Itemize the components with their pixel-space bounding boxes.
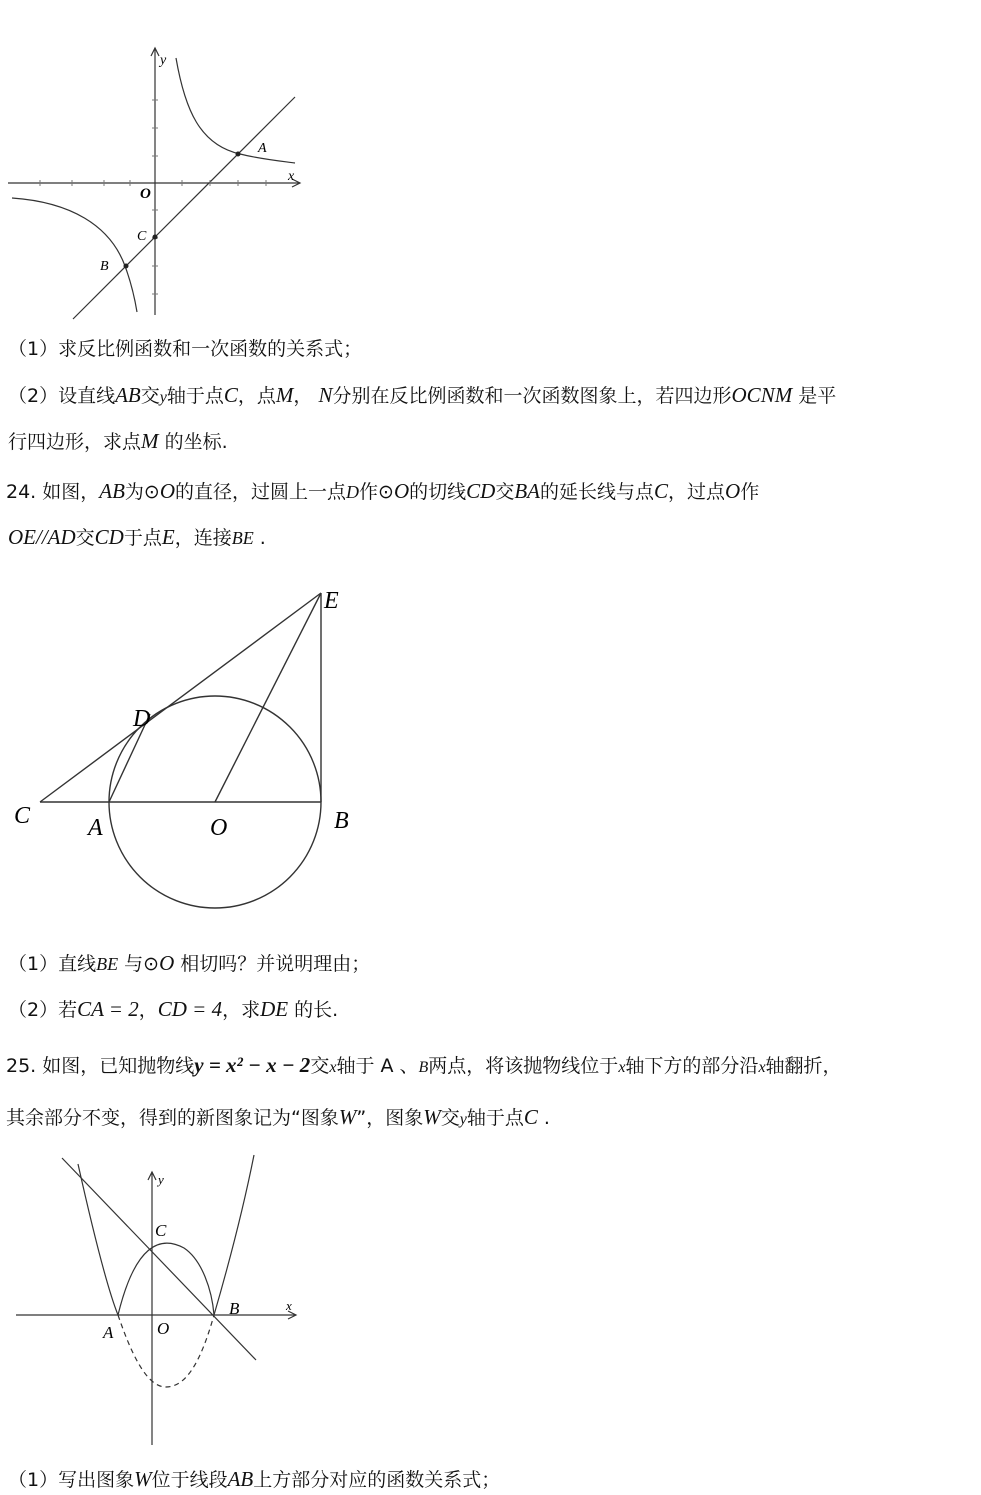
label-b: B (100, 259, 109, 274)
label-a: A (258, 141, 267, 156)
label-y: y (160, 53, 167, 68)
label-b: B (334, 808, 349, 834)
figure-hyperbola (0, 40, 320, 330)
point-b (124, 264, 129, 269)
label-c: C (155, 1221, 167, 1240)
label-y: y (158, 1172, 164, 1187)
q24-stem-line2: OE//AD交CD于点E，连接BE . (8, 525, 266, 549)
label-x: x (288, 169, 295, 184)
q25-stem-line2: 其余部分不变，得到的新图象记为“图象W”，图象W交y轴于点C . (6, 1105, 550, 1129)
q23-part2-cont: 行四边形，求点M 的坐标. (8, 429, 228, 453)
point-c (153, 235, 158, 240)
q25-part1: （1）写出图象W位于线段AB上方部分对应的函数关系式； (8, 1467, 501, 1491)
q25-stem-line1: 25. 如图，已知抛物线y = x² − x − 2交x轴于 A 、B两点，将该抛物线位于x轴下方的部分沿x轴翻折， (6, 1053, 842, 1077)
label-x: x (286, 1298, 292, 1313)
label-c: C (137, 229, 147, 244)
label-o: O (140, 186, 151, 202)
label-a: A (88, 815, 103, 841)
q24-stem-line1: 24. 如图，AB为⊙O的直径，过圆上一点D作⊙O的切线CD交BA的延长线与点C，过点O作 (6, 479, 760, 503)
figure-parabola-w (0, 1150, 320, 1450)
label-c: C (14, 803, 31, 829)
label-o: O (210, 815, 228, 841)
q23-part2: （2）设直线AB交y轴于点C，点M， N分别在反比例函数和一次函数图象上，若四边形OCNM 是平 (8, 383, 837, 407)
label-o: O (157, 1319, 170, 1338)
label-a: A (103, 1323, 114, 1342)
q24-part2: （2）若CA = 2，CD = 4，求DE 的长. (8, 997, 339, 1021)
q23-part1: （1）求反比例函数和一次函数的关系式； (8, 338, 363, 360)
label-e: E (324, 588, 339, 614)
label-d: D (133, 706, 151, 732)
q24-part1: （1）直线BE 与⊙O 相切吗？并说明理由； (8, 951, 371, 975)
label-b: B (229, 1299, 240, 1318)
figure-circle-tangent (0, 580, 380, 920)
point-a (236, 152, 241, 157)
